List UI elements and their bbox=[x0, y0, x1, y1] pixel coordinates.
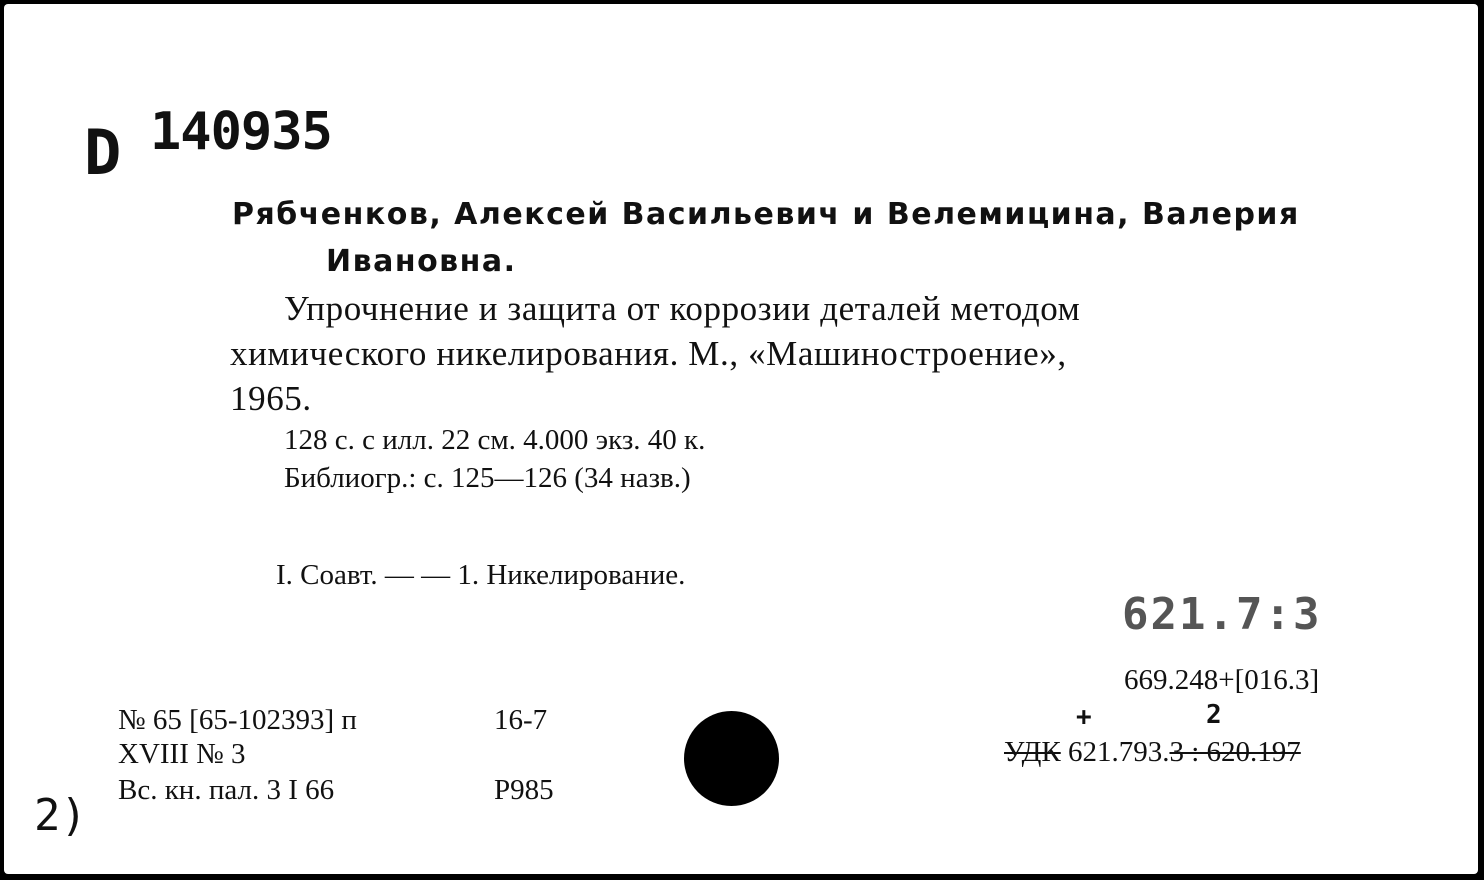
registration-line-1a: № 65 [65-102393] п bbox=[118, 704, 357, 736]
registration-line-1b: 16-7 bbox=[494, 704, 548, 736]
author-line-1: Рябченков, Алексей Васильевич и Велемицина, Валерия bbox=[232, 197, 1300, 232]
registration-line-3a: Вс. кн. пал. 3 I 66 bbox=[118, 774, 335, 806]
udk-line bbox=[1004, 736, 1301, 769]
annotation-two: 2 bbox=[1206, 700, 1222, 730]
title-line-3: 1965. bbox=[230, 379, 312, 418]
udk-label: УДК bbox=[1004, 736, 1061, 768]
inventory-number: 140935 bbox=[150, 102, 332, 162]
punch-hole bbox=[684, 711, 779, 806]
title-line-2: химического никелирования. М., «Машиностроение», bbox=[230, 334, 1067, 373]
registration-line-2: XVIII № 3 bbox=[118, 738, 246, 770]
registration-line-3b: P985 bbox=[494, 774, 554, 806]
annotation-plus: + bbox=[1076, 702, 1092, 732]
udk-struck-value: 3 : 620.197 bbox=[1169, 736, 1301, 768]
udk-value: 621.793. bbox=[1067, 736, 1170, 768]
title-line-1: Упрочнение и защита от коррозии деталей методом bbox=[284, 289, 1081, 328]
handwritten-class-code: 621.7:3 bbox=[1122, 589, 1322, 640]
shelf-mark: D bbox=[84, 116, 122, 189]
classification-line: 669.248+[016.3] bbox=[1124, 664, 1320, 696]
physical-description: 128 с. с илл. 22 см. 4.000 экз. 40 к. bbox=[284, 424, 706, 456]
bibliography-note: Библиогр.: с. 125—126 (34 назв.) bbox=[284, 462, 691, 494]
catalog-card bbox=[4, 4, 1478, 874]
author-line-2: Ивановна. bbox=[326, 244, 517, 279]
subject-tracings: I. Соавт. — — 1. Никелирование. bbox=[276, 559, 686, 591]
corner-handwritten-mark: 2) bbox=[34, 790, 87, 841]
